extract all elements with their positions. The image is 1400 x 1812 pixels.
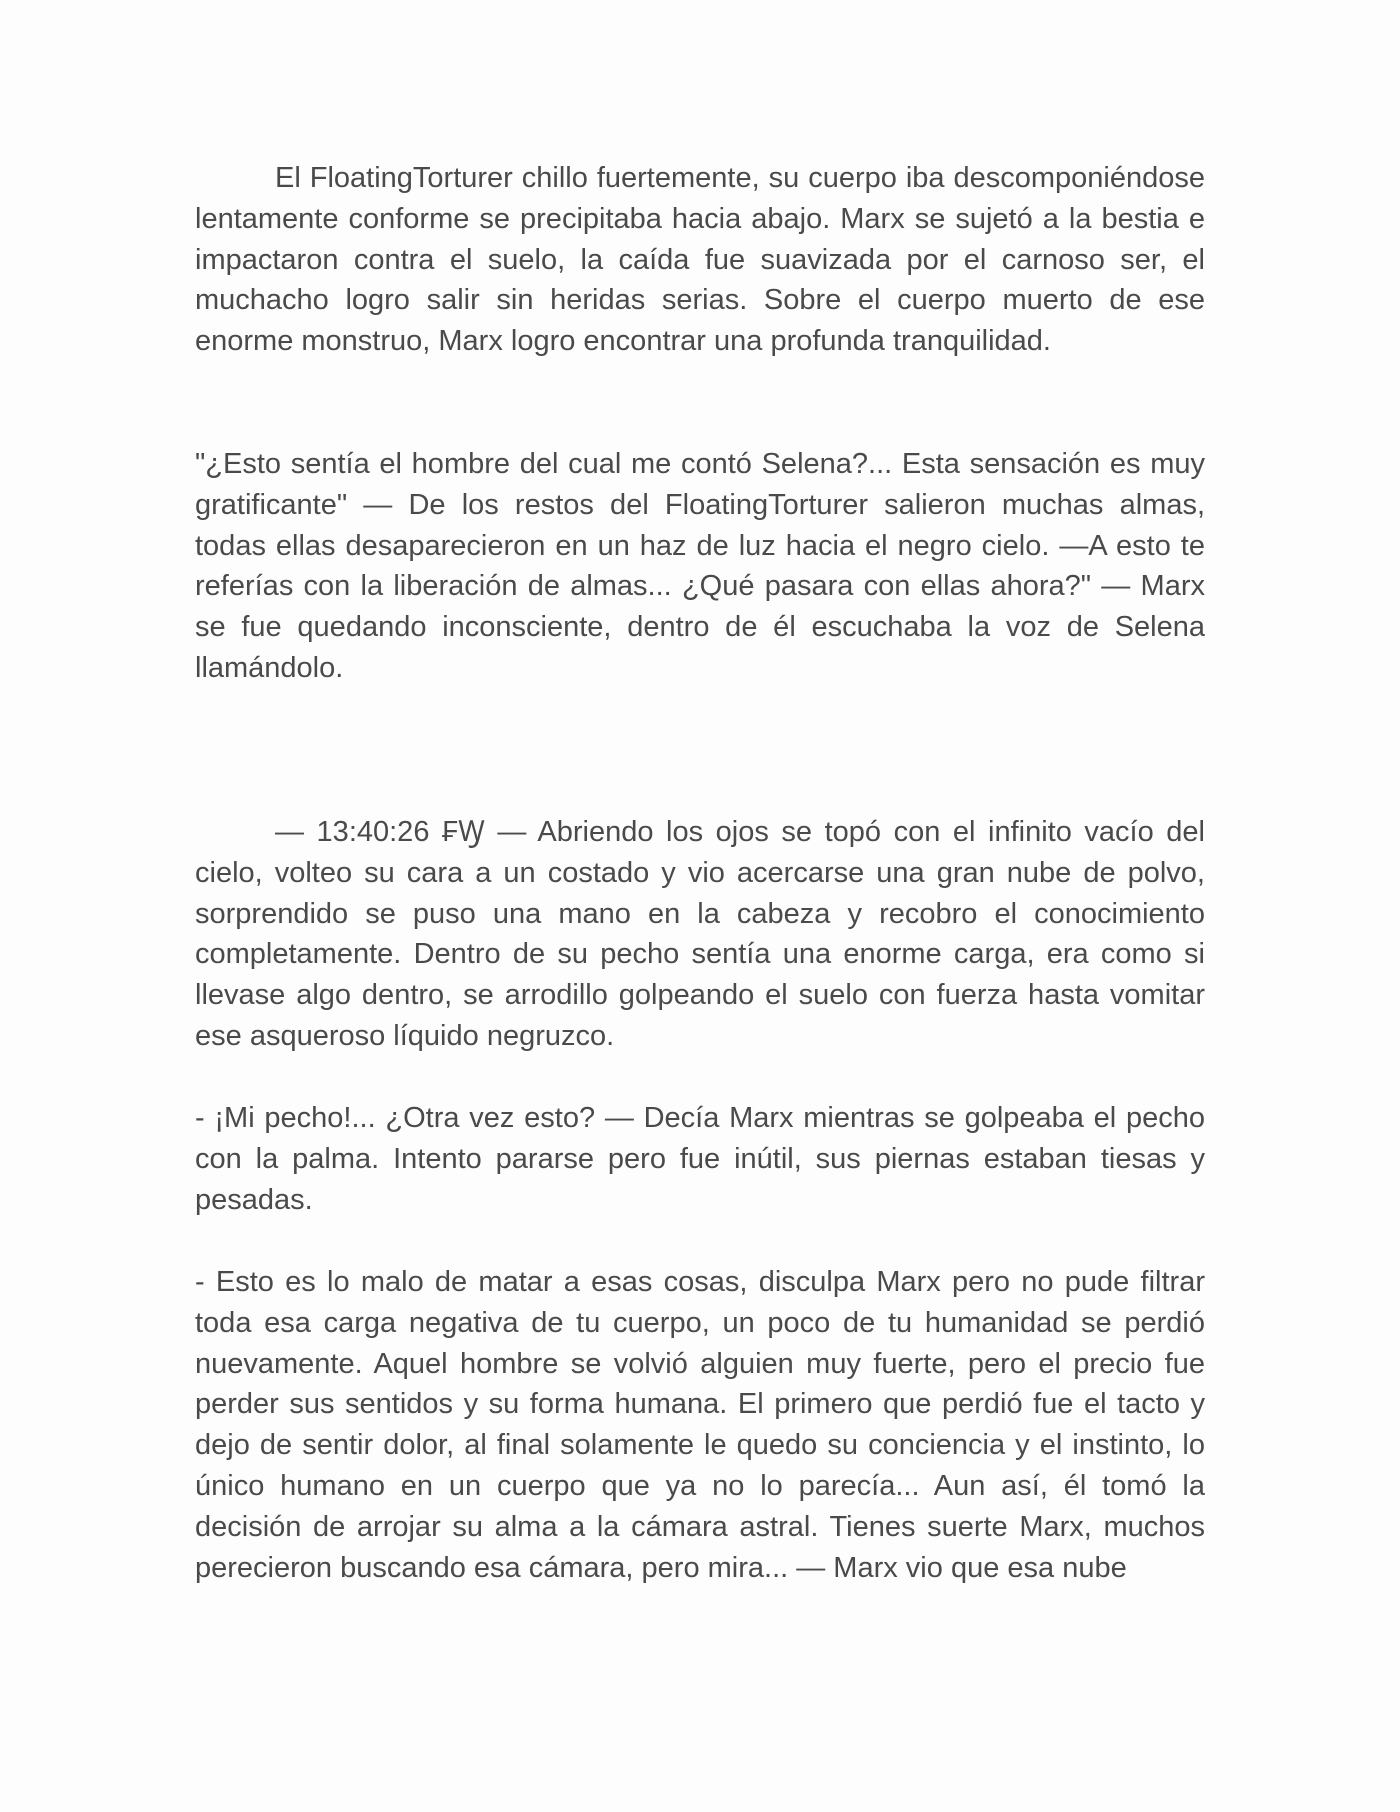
paragraph: "¿Esto sentía el hombre del cual me contó Selena?... Esta sensación es muy gratificante" — De los restos del FloatingTorturer salieron muchas almas, todas ellas desaparecieron en un haz de luz hacia el negro cielo. —A esto te referías con la liberación de almas... ¿Qué pasara con ellas ahora?" — Marx se fue quedando inconsciente, dentro de él escuchaba la voz de Selena llamándolo. <box>195 448 1205 684</box>
paragraph: - Esto es lo malo de matar a esas cosas, disculpa Marx pero no pude filtrar toda esa carga negativa de tu cuerpo, un poco de tu humanidad se perdió nuevamente. Aquel hombre se volvió alguien muy fuerte, pero el precio fue perder sus sentidos y su forma humana. El primero que perdió fue el tacto y dejo de sentir dolor, al final solamente le quedo su conciencia y el instinto, lo único humano en un cuerpo que ya no lo parecía... Aun así, él tomó la decisión de arrojar su alma a la cámara astral. Tienes suerte Marx, muchos perecieron buscando esa cámara, pero mira... — Marx vio que esa nube <box>195 1266 1205 1584</box>
paragraph: — 13:40:26 ₣Ꝡ — Abriendo los ojos se topó con el infinito vacío del cielo, volteo su cara a un costado y vio acercarse una gran nube de polvo, sorprendido se puso una mano en la cabeza y recobro el conocimiento completamente. Dentro de su pecho sentía una enorme carga, era como si llevase algo dentro, se arrodillo golpeando el suelo con fuerza hasta vomitar ese asqueroso líquido negruzco. <box>195 816 1205 1052</box>
paragraph: El FloatingTorturer chillo fuertemente, su cuerpo iba descomponiéndose lentamente conforme se precipitaba hacia abajo. Marx se sujetó a la bestia e impactaron contra el suelo, la caída fue suavizada por el carnoso ser, el muchacho logro salir sin heridas serias. Sobre el cuerpo muerto de ese enorme monstruo, Marx logro encontrar una profunda tranquilidad. <box>195 162 1205 358</box>
paragraph: - ¡Mi pecho!... ¿Otra vez esto? — Decía Marx mientras se golpeaba el pecho con la palma. Intento pararse pero fue inútil, sus piernas estaban tiesas y pesadas. <box>195 1102 1205 1216</box>
